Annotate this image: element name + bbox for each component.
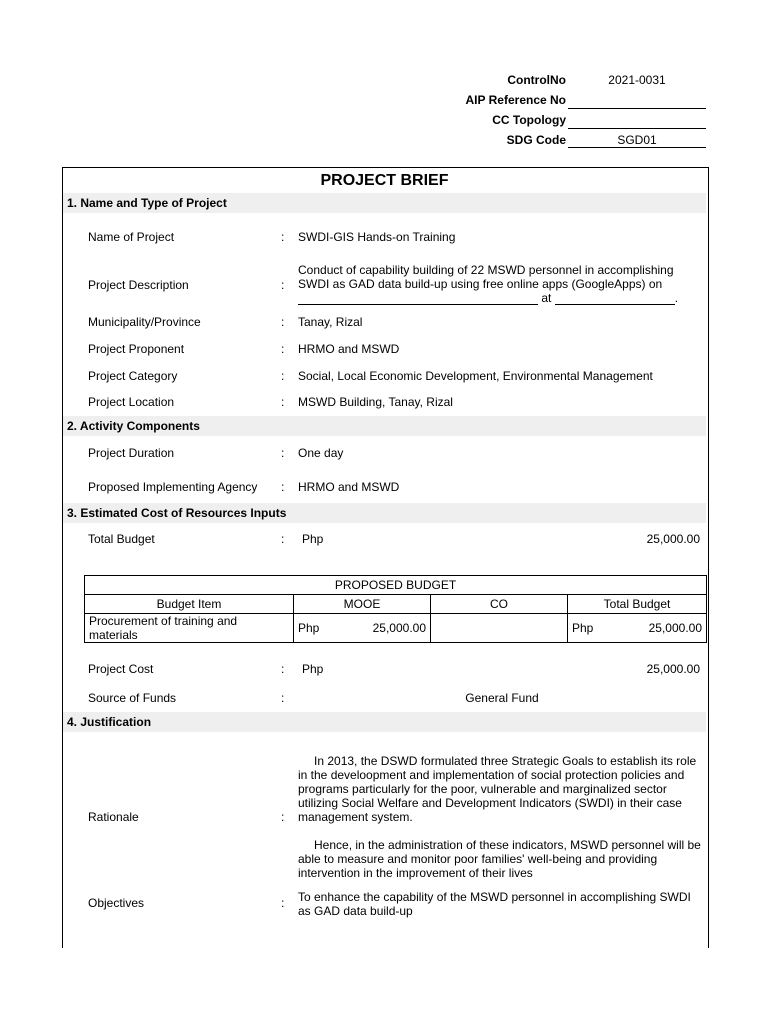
objectives-label: Objectives [88, 896, 145, 910]
rationale-label: Rationale [88, 810, 139, 824]
co-cell [431, 614, 568, 643]
section-cost-title: 3. Estimated Cost of Resources Inputs [67, 506, 287, 520]
rationale-paragraph-1: In 2013, the DSWD formulated three Strategic Goals to establish its role in the develoopment and implementation of social protection policies and programs particularly for the poor, vulnerable and marginalized sector utilizing Social Welfare and Development Indicators (SWDI) in their case management system. [298, 754, 697, 824]
colon: : [281, 810, 285, 824]
at-text: at [541, 291, 552, 305]
name-of-project-label: Name of Project [88, 230, 175, 244]
colon: : [281, 369, 285, 383]
agency-label: Proposed Implementing Agency [88, 480, 258, 494]
rationale-value [298, 754, 706, 880]
colon: : [281, 896, 285, 910]
table-row [85, 595, 707, 614]
budget-item-cell: Procurement of training and materials [85, 614, 294, 643]
total-value: 25,000.00 [648, 621, 702, 635]
colon: : [281, 446, 285, 460]
colon: : [281, 315, 285, 329]
colon: : [281, 342, 285, 356]
proponent-value: HRMO and MSWD [298, 342, 400, 356]
category-value: Social, Local Economic Development, Environmental Management [298, 369, 653, 383]
agency-value: HRMO and MSWD [298, 480, 400, 494]
category-label: Project Category [88, 369, 178, 383]
project-description-value [298, 263, 706, 305]
duration-value: One day [298, 446, 344, 460]
venue-blank [555, 292, 675, 305]
objectives-value: To enhance the capability of the MSWD personnel in accomplishing SWDI as GAD data build-up [298, 890, 691, 918]
project-cost-value: 25,000.00 [646, 662, 700, 676]
colon: : [281, 278, 285, 292]
mooe-currency: Php [298, 621, 320, 635]
name-of-project-value: SWDI-GIS Hands-on Training [298, 230, 456, 244]
colon: : [281, 395, 285, 409]
aip-reference-label: AIP Reference No [465, 93, 566, 107]
control-no-value: 2021-0031 [608, 73, 666, 87]
control-no-label: ControlNo [507, 73, 566, 87]
mooe-cell [294, 614, 431, 643]
sdg-code-value: SGD01 [568, 133, 706, 148]
table-row [85, 576, 707, 595]
project-cost-label: Project Cost [88, 662, 154, 676]
cc-topology-label: CC Topology [492, 113, 566, 127]
project-description-text: Conduct of capability building of 22 MSWD personnel in accomplishing SWDI as GAD data build-up using free online apps (GoogleApps) on [298, 263, 674, 291]
total-budget-value: 25,000.00 [646, 532, 700, 546]
budget-table-title: PROPOSED BUDGET [85, 576, 707, 595]
source-of-funds-label: Source of Funds [88, 691, 177, 705]
colon: : [281, 230, 285, 244]
duration-label: Project Duration [88, 446, 175, 460]
total-currency: Php [572, 621, 594, 635]
section-activity-title: 2. Activity Components [67, 419, 200, 433]
date-blank [298, 292, 538, 305]
total-budget-currency: Php [302, 532, 324, 546]
proponent-label: Project Proponent [88, 342, 185, 356]
sdg-code-label: SDG Code [506, 133, 566, 147]
header-co: CO [431, 595, 568, 614]
total-budget-label: Total Budget [88, 532, 155, 546]
mooe-value: 25,000.00 [372, 621, 426, 635]
rationale-paragraph-2: Hence, in the administration of these indicators, MSWD personnel will be able to measure and monitor poor families' well-being and providing intervention in the improvement of their lives [298, 838, 701, 880]
page-title: PROJECT BRIEF [63, 168, 706, 195]
section-name-type [63, 193, 706, 213]
section-justification [63, 712, 706, 732]
header-budget-item: Budget Item [85, 595, 294, 614]
source-of-funds-value: General Fund [465, 691, 539, 705]
total-cell [568, 614, 707, 643]
location-value: MSWD Building, Tanay, Rizal [298, 395, 453, 409]
description-end: . [674, 291, 679, 305]
municipality-value: Tanay, Rizal [298, 315, 363, 329]
header-total-budget: Total Budget [568, 595, 707, 614]
section-name-type-title: 1. Name and Type of Project [67, 196, 227, 210]
cc-topology-value [568, 114, 706, 129]
colon: : [281, 480, 285, 494]
colon: : [281, 691, 285, 705]
location-label: Project Location [88, 395, 175, 409]
budget-table [84, 575, 707, 643]
section-activity [63, 416, 706, 436]
header-mooe: MOOE [294, 595, 431, 614]
project-cost-currency: Php [302, 662, 324, 676]
colon: : [281, 532, 285, 546]
section-justification-title: 4. Justification [67, 715, 152, 729]
table-row [85, 614, 707, 643]
section-cost [63, 503, 706, 523]
aip-reference-value [568, 94, 706, 109]
colon: : [281, 662, 285, 676]
project-description-label: Project Description [88, 278, 189, 292]
municipality-label: Municipality/Province [88, 315, 201, 329]
